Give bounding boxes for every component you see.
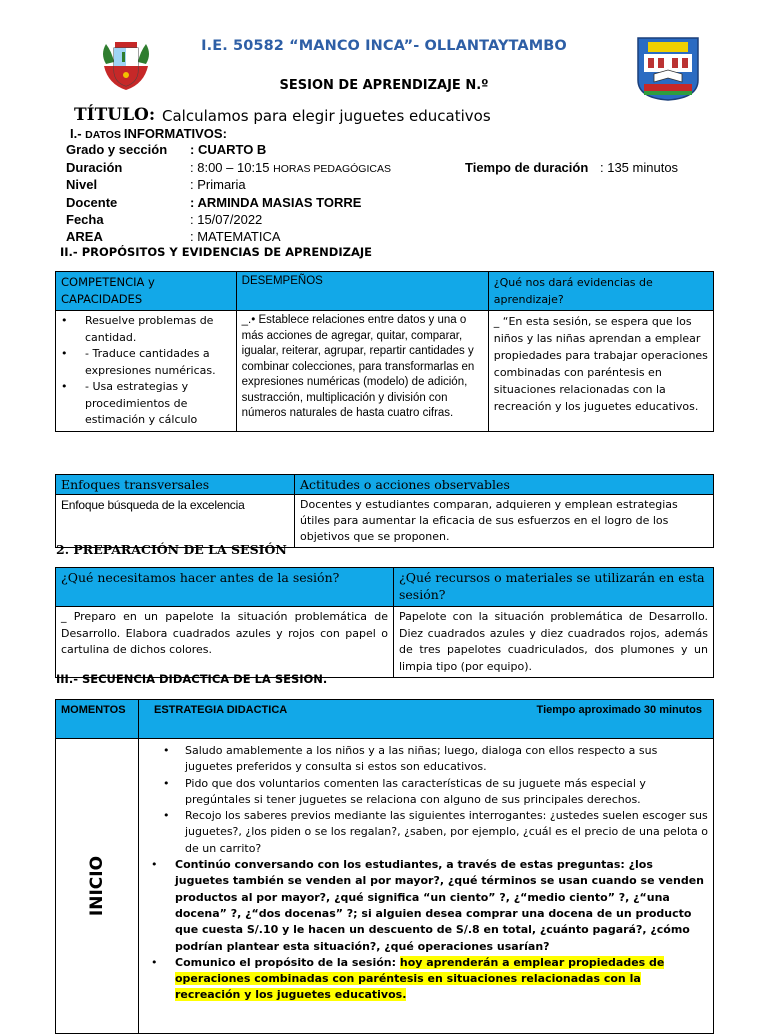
- desempenos-header: DESEMPEÑOS: [236, 272, 488, 311]
- duracion-label: Duración: [66, 160, 123, 175]
- section-purposes-heading: II.- PROPÓSITOS Y EVIDENCIAS DE APRENDIZAJE: [60, 245, 372, 259]
- momento-cell: [56, 739, 139, 1034]
- section-sequence-heading: III.- SECUENCIA DIDACTICA DE LA SESION.: [56, 672, 328, 686]
- antes-cell: _ Preparo en un papelote la situación problemática de Desarrollo. Elabora cuadrados azules y rojos con papel o cartulina de dichos colores.: [56, 607, 394, 678]
- tiempo-label: Tiempo de duración: [465, 160, 589, 175]
- duracion-small: HORAS PEDAGÓGICAS: [273, 163, 391, 175]
- list-item: [147, 857, 708, 955]
- heading-small: DATOS: [85, 129, 124, 141]
- purpose-label: Comunico el propósito de la sesión:: [175, 955, 400, 969]
- grado-label: Grado y sección: [66, 142, 168, 157]
- school-name: I.E. 50582 “MANCO INCA”- OLLANTAYTAMBO: [201, 38, 567, 54]
- item-b-text: Continúo conversando con los estudiantes, a través de estas preguntas: ¿los juguetes también se venden al por mayor?, ¿qué términos se usan cuando se venden productos al por mayor?, ¿qué significa “un ciento” ?, ¿“medio ciento” ?, ¿“una docena” ?, ¿“dos docenas” ?; si alguien desea comprar una docena de un producto que cuesta S/.10 y le hacen un descuento de S/.8 en total, ¿cuánto pagará?, ¿cómo podrían plantear esta situación?, ¿qué operaciones usarían?: [175, 858, 705, 953]
- session-title: SESION DE APRENDIZAJE N.º: [279, 78, 489, 93]
- inicio-activities-list: [147, 743, 708, 857]
- area-value: : MATEMATICA: [190, 229, 281, 244]
- actitudes-header: Actitudes o acciones observables: [295, 475, 714, 495]
- section-preparation-heading: 2. PREPARACIÓN DE LA SESIÓN: [56, 542, 287, 557]
- list-item: • Saludo amablemente a los niños y a las niñas; luego, dialoga con ellos respecto a sus juguetes preferidos y consulta si estos son educativos.: [159, 743, 708, 776]
- sequence-table: [55, 699, 714, 1034]
- title-label: TÍTULO:: [74, 105, 156, 125]
- competencias-list: [61, 313, 231, 429]
- estrategia-cell: [139, 739, 714, 1034]
- tiempo-aproximado: Tiempo aproximado 30 minutos: [536, 704, 702, 716]
- preparation-table: [55, 567, 714, 678]
- list-item: • Resuelve problemas de cantidad.: [61, 313, 231, 346]
- duracion-main: : 8:00 – 10:15: [190, 160, 274, 175]
- tiempo-value: : 135 minutos: [600, 160, 679, 175]
- nivel-label: Nivel: [66, 177, 98, 192]
- heading-main: INFORMATIVOS:: [123, 126, 227, 141]
- momentos-header: MOMENTOS: [56, 700, 139, 739]
- area-label: AREA: [66, 229, 103, 244]
- docente-label: Docente: [66, 195, 118, 210]
- purpose-highlight: hoy aprenderán a emplear propiedades de operaciones combinadas con paréntesis en situaciones relacionadas con la recreación y los juguetes educativos.: [175, 955, 665, 1002]
- purposes-table: [55, 271, 714, 432]
- enfoque-cell: Enfoque búsqueda de la excelencia: [56, 495, 295, 548]
- enfoques-header: Enfoques transversales: [56, 475, 295, 495]
- antes-header: ¿Qué necesitamos hacer antes de la sesión?: [56, 568, 394, 607]
- list-item: [147, 955, 708, 1004]
- duracion-value: [190, 160, 391, 175]
- grado-value: : CUARTO B: [190, 142, 267, 157]
- evidencia-cell: _ “En esta sesión, se espera que los niños y las niñas aprendan a emplear propiedades para trabajar operaciones combinadas con paréntesis en situaciones relacionadas con la recreación y los juguetes educativos.: [488, 311, 713, 432]
- list-item: • - Usa estrategias y procedimientos de estimación y cálculo: [61, 379, 231, 429]
- competencias-cell: [56, 311, 237, 432]
- actitud-cell: Docentes y estudiantes comparan, adquieren y emplean estrategias útiles para aumentar la eficacia de sus esfuerzos en el logro de los objetivos que se proponen.: [295, 495, 714, 548]
- fecha-label: Fecha: [66, 212, 104, 227]
- heading-prefix: I.-: [70, 126, 86, 141]
- docente-value: : ARMINDA MASIAS TORRE: [190, 195, 362, 210]
- list-item: • - Traduce cantidades a expresiones numéricas.: [61, 346, 231, 379]
- list-item: • Recojo los saberes previos mediante las siguientes interrogantes: ¿ustedes suelen escoger sus juguetes?, ¿los piden o se los regalan?, ¿saben, por ejemplo, ¿cuál es el precio de una pelota o de un carrito?: [159, 808, 708, 857]
- recursos-cell: Papelote con la situación problemática de Desarrollo. Diez cuadrados azules y diez cuadrados rojos, además de tres papelotes cuadriculados, dos plumones y un limpia tipo (por equipo).: [394, 607, 714, 678]
- nivel-value: : Primaria: [190, 177, 246, 192]
- estrategia-header: [139, 700, 714, 739]
- recursos-header: ¿Qué recursos o materiales se utilizarán en esta sesión?: [394, 568, 714, 607]
- desempeno-cell: _.• Establece relaciones entre datos y una o más acciones de agregar, quitar, comparar, igualar, reiterar, agrupar, repartir cantidades y combinar colecciones, para transformarlas en expresiones numéricas (modelo) de adición, sustracción, multiplicación y división con números naturales de hasta cuatro cifras.: [236, 311, 488, 432]
- evidencias-header: ¿Qué nos dará evidencias de aprendizaje?: [488, 272, 713, 311]
- section-informative-data-heading: [70, 126, 227, 141]
- enfoques-table: [55, 474, 714, 548]
- list-item: • Pido que dos voluntarios comenten las características de su juguete más especial y pregúntales si tener juguetes se relaciona con alguno de sus principales derechos.: [159, 776, 708, 809]
- title-text: Calculamos para elegir juguetes educativos: [162, 107, 491, 125]
- fecha-value: : 15/07/2022: [190, 212, 263, 227]
- competencia-header: COMPETENCIA y CAPACIDADES: [56, 272, 237, 311]
- inicio-activities-list-2: [147, 857, 708, 1004]
- estrategia-label: ESTRATEGIA DIDACTICA: [154, 704, 288, 716]
- momento-inicio-label: INICIO: [86, 855, 107, 917]
